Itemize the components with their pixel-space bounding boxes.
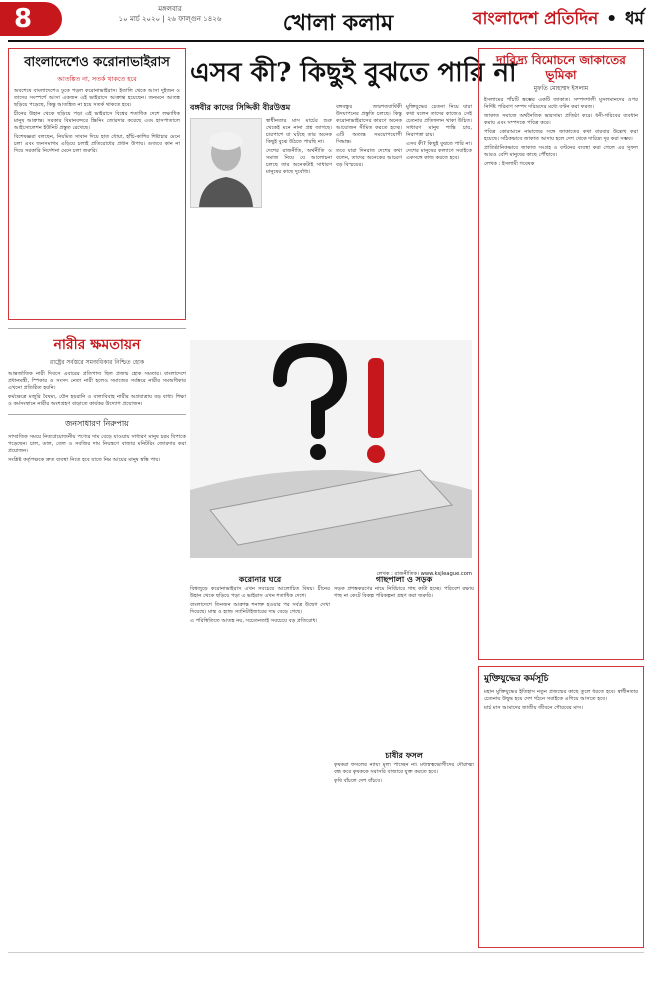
footer-rule [8, 952, 644, 953]
corona-section-paragraph: এ পরিস্থিতিতে আতঙ্ক নয়, সচেতনতাই সবচেয়ে বড় প্রতিরোধ। [190, 618, 318, 624]
zakat-article [478, 48, 644, 660]
author-email-block [190, 566, 326, 574]
article-paragraph: স্বাধীনতার মাস মার্চের শুরু থেকেই মনে নানা প্রশ্ন জাগছে। চারপাশে যা ঘটছে তার অনেক কিছুই বুঝে উঠতে পারছি না। [266, 118, 332, 145]
third-paragraph: সাম্প্রতিক সময়ে নিত্যপ্রয়োজনীয় পণ্যের দাম বেড়ে যাওয়ায় সাধারণ মানুষ চরম বিপাকে পড়েছেন। চাল, ডাল, তেল ও সবজির দাম নিয়ন্ত্রণে বাজার মনিটরিং জোরদার করা প্রয়োজন। [8, 434, 186, 454]
women-title: নারীর ক্ষমতায়ন [53, 337, 141, 353]
main-headline: এসব কী? কিছুই বুঝতে পারি না [190, 58, 517, 88]
zakat-author: মুফতি মোহাম্মদ ইসলাম [533, 85, 589, 92]
article-col-c [406, 104, 472, 338]
zakat-title: দারিদ্র্য বিমোচনে জাকাতের ভূমিকা [496, 53, 626, 82]
crop-section-paragraph: কৃষকরা ফসলের ন্যায্য মূল্য পাচ্ছেন না। মধ্যস্বত্বভোগীদের দৌরাত্ম্য বন্ধ করে কৃষককে সরাসরি বাজারে যুক্ত করতে হবে। [334, 762, 474, 775]
liberation-title: মুক্তিযুদ্ধের কর্মসূচি [484, 674, 549, 684]
corona-section-paragraph: বিশ্বজুড়ে করোনাভাইরাস এখন সবচেয়ে আলোচিত বিষয়। চীনের উহান থেকে ছড়িয়ে পড়া এ ভাইরাস এখন শতাধিক দেশে। [190, 586, 330, 599]
article-paragraph: বঙ্গবন্ধুর জন্মশতবার্ষিকী উদযাপনের প্রস্তুতি চলছে। কিন্তু করোনাভাইরাসের কারণে অনেক আয়োজন সীমিত করতে হচ্ছে। এটি অত্যন্ত সময়োপযোগী সিদ্ধান্ত। [336, 104, 402, 145]
article-col-b [336, 104, 402, 338]
masthead [0, 0, 650, 46]
corona-paragraph: অবশেষে বাংলাদেশেও ঢুকে পড়ল করোনাভাইরাস। ইতালি থেকে আসা দুইজন ও তাদের সংস্পর্শে আসা একজন এই ভাইরাসে আক্রান্ত হয়েছেন। জনমনে আতঙ্ক ছড়িয়ে পড়েছে, কিন্তু আতঙ্কিত না হয়ে সতর্ক থাকতে হবে। [14, 88, 180, 108]
article-paragraph: এসব কী? কিছুই বুঝতে পারি না। দেশের মানুষের কল্যাণে সবাইকে একসঙ্গে কাজ করতে হবে। [406, 141, 472, 161]
brand-section: ধর্ম [625, 9, 644, 29]
corona-section-title: করোনার ঘরে [238, 575, 282, 584]
author-portrait-icon [191, 119, 261, 207]
article-paragraph: দেশের রাজনীতি, অর্থনীতি ও সমাজ নিয়ে যে আলোচনা চলছে তার অনেকটাই সাধারণ মানুষের কাছে দুর্বোধ্য। [266, 148, 332, 175]
corona-editorial [8, 48, 186, 320]
left-column [8, 48, 186, 948]
brand-separator: • [606, 9, 618, 29]
masthead-rule [8, 40, 644, 42]
zakat-author-note: লেখক : ইসলামী গবেষক [484, 161, 535, 167]
trees-section-paragraph: সড়ক প্রশস্তকরণের নামে নির্বিচারে গাছ কাটা হচ্ছে। পরিবেশ রক্ষায় গাছ না কেটে বিকল্প পরিকল্পনা গ্রহণ করা জরুরি। [334, 586, 474, 599]
article-col-a [266, 118, 332, 338]
brand-name: বাংলাদেশ প্রতিদিন [473, 9, 599, 29]
day-label: মঙ্গলবার [158, 5, 182, 13]
third-title: জনসাধারণ নিরুপায় [65, 419, 129, 428]
author-email: লেখক : রাজনীতিক। www.ksjleague.com [376, 571, 472, 577]
article-paragraph: মুক্তিযুদ্ধের চেতনা নিয়ে যারা কথা বলেন তাদের কাজেও সেই চেতনার প্রতিফলন থাকা উচিত। সাধারণ মানুষ শান্তি চায়, নিরাপত্তা চায়। [406, 104, 472, 138]
zakat-paragraph: প্রাতিষ্ঠানিকভাবে জাকাত সংগ্রহ ও বণ্টনের ব্যবস্থা করা গেলে এর সুফল আরও বেশি মানুষের কাছে পৌঁছাবে। [484, 145, 638, 158]
corona-paragraph: চীনের উহান থেকে ছড়িয়ে পড়া এই ভাইরাসে বিশ্বের শতাধিক দেশে লক্ষাধিক মানুষ আক্রান্ত। সরকার বিমানবন্দরে স্ক্রিনিং জোরদার করেছে এবং হাসপাতালে আইসোলেশন ইউনিট প্রস্তুত রেখেছে। [14, 111, 180, 131]
crop-section-title: চাষীর ফসল [385, 751, 423, 760]
corona-subtitle: আতঙ্কিত না, সতর্ক থাকতে হবে [57, 75, 137, 83]
third-paragraph: সংশ্লিষ্ট কর্তৃপক্ষকে দ্রুত ব্যবস্থা নিতে হবে যাতে নিম্ন আয়ের মানুষ স্বস্তি পায়। [8, 457, 161, 463]
liberation-article [478, 666, 644, 948]
liberation-paragraph: মহান মুক্তিযুদ্ধের ইতিহাস নতুন প্রজন্মের কাছে তুলে ধরতে হবে। স্বাধীনতার চেতনায় উদ্বুদ্ধ হয়ে দেশ গঠনে সবাইকে এগিয়ে আসতে হবে। [484, 689, 638, 702]
women-paragraph: কর্মক্ষেত্রে মজুরি বৈষম্য, যৌন হয়রানি ও বাল্যবিবাহ নারীর অগ্রযাত্রায় বড় বাধা। শিক্ষা ও কর্মসংস্থানে নারীর অংশগ্রহণ বাড়াতে কার্যকর উদ্যোগ প্রয়োজন। [8, 394, 186, 407]
section-title: খোলা কলাম [282, 10, 394, 36]
women-paragraph: আন্তর্জাতিক নারী দিবসে এবারের প্রতিপাদ্য ছিল প্রজন্ম হোক সমতার। বাংলাদেশে প্রধানমন্ত্রী, স্পিকার ও সংসদ নেতা নারী হলেও সমাজের সর্বস্তরে নারীর সমঅধিকার এখনো প্রতিষ্ঠিত হয়নি। [8, 371, 186, 391]
corona-section-text [190, 586, 330, 946]
trees-section-title: গাছপালা ও সড়ক [375, 575, 433, 584]
date-block [80, 4, 260, 24]
page-number-badge: 8 [0, 2, 62, 36]
corona-section-paragraph: বাংলাদেশে তিনজন আক্রান্ত শনাক্ত হওয়ার পর সর্বত্র উদ্বেগ দেখা দিয়েছে। মাস্ক ও হ্যান্ড স্যানিটাইজারের দাম বেড়ে গেছে। [190, 602, 330, 615]
zakat-paragraph: জাকাত সমাজে অর্থনৈতিক ভারসাম্য প্রতিষ্ঠা করে। ধনী-গরিবের ব্যবধান কমায় এবং সম্পদকে পবিত্র করে। [484, 113, 638, 126]
date-label: ১০ মার্চ ২০২০ | ২৬ ফাল্গুন ১৪২৬ [118, 15, 222, 23]
third-editorial [8, 414, 186, 464]
women-editorial [8, 328, 186, 408]
author-contact [340, 560, 472, 577]
trees-section-text [334, 586, 474, 746]
main-illustration [190, 340, 472, 558]
zakat-paragraph: পবিত্র কোরআনে নামাজের সঙ্গে জাকাতের কথা বারবার উল্লেখ করা হয়েছে। সঠিকভাবে জাকাত আদায় হলে দেশ থেকে দারিদ্র্য দূর করা সম্ভব। [484, 129, 638, 142]
zakat-paragraph: ইসলামের পাঁচটি স্তম্ভের একটি জাকাত। সম্পদশালী মুসলমানদের ওপর নির্দিষ্ট পরিমাণ সম্পদ দরিদ্রদের মধ্যে বণ্টন করা ফরজ। [484, 97, 638, 110]
author-photo [190, 118, 262, 208]
women-subtitle: রাষ্ট্রের সর্বস্তরে সমঅধিকার নিশ্চিত হোক [49, 359, 145, 366]
brand-logo [466, 6, 644, 34]
article-paragraph: তবে যারা দিনরাত দেশের কথা বলেন, তাদের অনেকের আচরণ বড় বিস্ময়ের। [336, 148, 402, 168]
right-column [478, 48, 644, 948]
crop-section-paragraph: কৃষি বাঁচলে দেশ বাঁচবে। [334, 778, 382, 784]
question-exclamation-illustration-icon [190, 340, 472, 558]
corona-paragraph: বিশেষজ্ঞরা বলছেন, নিয়মিত সাবান দিয়ে হাত ধোয়া, হাঁচি-কাশির শিষ্টাচার মেনে চলা এবং জনসমাগম এড়িয়ে চলাই প্রতিরোধের প্রধান উপায়। গুজবে কান না দিয়ে সরকারি নির্দেশনা মেনে চলা জরুরি। [14, 134, 180, 154]
corona-title: বাংলাদেশেও করোনাভাইরাস [24, 55, 170, 70]
byline: বঙ্গবীর কাদের সিদ্দিকী বীরউত্তম [190, 103, 291, 112]
liberation-paragraph: মার্চ মাস আমাদের জাতীয় জীবনে গৌরবের মাস। [484, 705, 584, 711]
crop-section-text [334, 762, 474, 946]
